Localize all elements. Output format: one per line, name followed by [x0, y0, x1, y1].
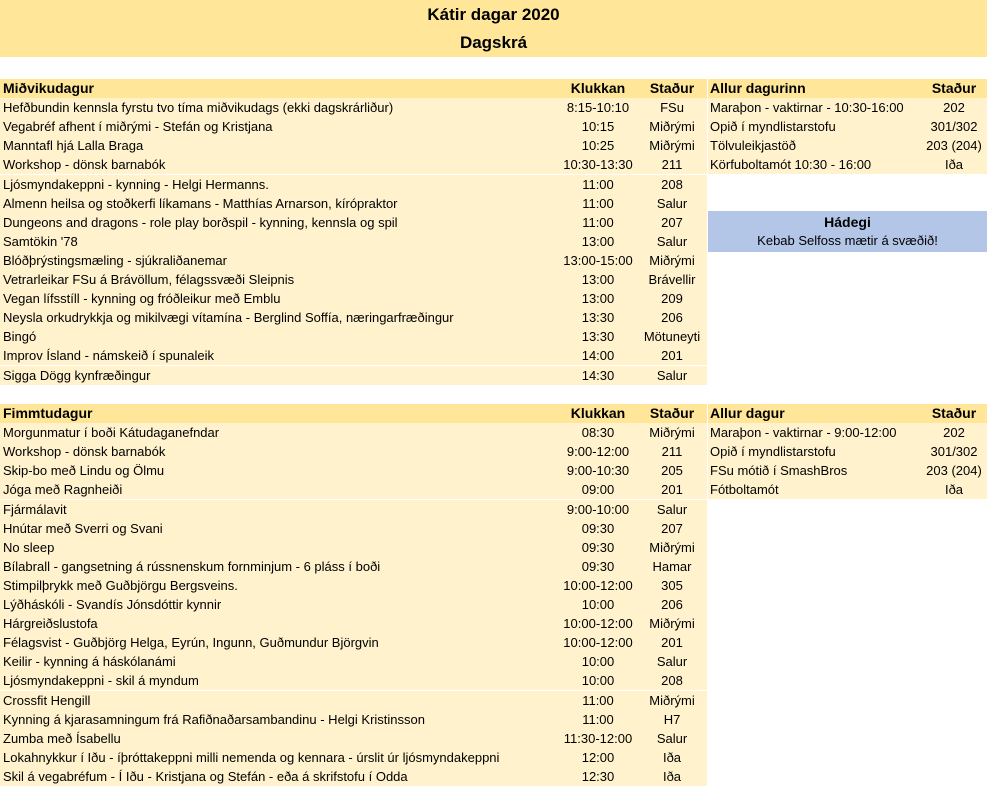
header-day-label: Miðvikudagur [3, 80, 95, 96]
allday-row [708, 423, 987, 442]
event-time: 11:00 [582, 214, 614, 230]
event-time: 11:00 [582, 711, 614, 727]
allday-row [708, 136, 987, 155]
schedule-row [0, 98, 707, 117]
event-place: 305 [661, 577, 683, 593]
allday-event-place: Iða [944, 482, 964, 498]
schedule-header [0, 404, 707, 423]
event-time: 9:00-10:00 [566, 501, 630, 517]
allday-event-name: Fótboltamót [710, 482, 779, 498]
event-time: 13:00 [581, 272, 615, 287]
event-place: Miðrými [649, 425, 695, 441]
event-name: Lokahnykkur í Iðu - íþróttakeppni milli nemenda og kennara - úrslit úr ljósmyndakeppni [3, 749, 500, 765]
event-place: 206 [661, 597, 683, 612]
schedule-row [0, 710, 707, 729]
event-time: 11:30-12:00 [563, 730, 633, 746]
schedule-row [0, 538, 707, 557]
event-place: Mötuneyti [643, 329, 701, 345]
event-place: 201 [661, 348, 683, 364]
event-name: Blóðþrýstingsmæling - sjúkraliðanemar [3, 252, 227, 268]
allday-row [708, 155, 987, 174]
header-day-label: Fimmtudagur [3, 405, 93, 421]
header-place-label: Staður [649, 80, 695, 96]
schedule-row [0, 671, 707, 690]
event-name: Neysla orkudrykkja og mikilvægi vítamína - Berglind Soffía, næringarfræðingur [3, 310, 454, 326]
event-place: Iða [662, 749, 682, 765]
event-place: 207 [661, 214, 683, 230]
event-name: Hefðbundin kennsla fyrstu tvo tíma miðvikudags (ekki dagskrárliður) [3, 100, 394, 116]
event-name: Stimpilþrykk með Guðbjörgu Bergsveins. [3, 577, 238, 593]
event-place: 205 [661, 463, 683, 479]
event-place: Salur [656, 730, 688, 746]
schedule-row [0, 289, 707, 308]
lunch-text: Kebab Selfoss mætir á svæðið! [757, 233, 938, 248]
allday-event-place: Iða [944, 157, 964, 173]
schedule-row [0, 519, 707, 538]
event-time: 09:30 [581, 558, 615, 574]
event-time: 9:00-10:30 [566, 463, 630, 479]
event-time: 09:30 [581, 539, 615, 555]
allday-event-place: 202 [943, 425, 965, 441]
event-name: Bílabrall - gangsetning á rússnenskum fornminjum - 6 pláss í boði [3, 558, 381, 574]
event-name: No sleep [3, 539, 55, 555]
event-name: Sigga Dögg kynfræðingur [3, 367, 151, 383]
event-name: Morgunmatur í boði Kátudaganefndar [3, 425, 220, 441]
event-name: Félagsvist - Guðbjörg Helga, Eyrún, Ingunn, Guðmundur Björgvin [3, 635, 379, 651]
event-name: Skip-bo með Lindu og Ölmu [3, 463, 165, 479]
allday-event-name: Körfuboltamót 10:30 - 16:00 [710, 157, 872, 173]
allday-header-place: Staður [931, 405, 977, 421]
schedule-row [0, 270, 707, 289]
schedule-row [0, 136, 707, 155]
event-name: Skil á vegabréfum - Í Iðu - Kristjana og Stefán - eða á skrifstofu í Odda [3, 768, 408, 784]
allday-header-place: Staður [931, 80, 977, 96]
event-name: Ljósmyndakeppni - kynning - Helgi Hermanns. [3, 176, 269, 192]
page-title: Kátir dagar 2020 [427, 5, 560, 24]
event-time: 13:00 [581, 233, 615, 249]
event-place: Miðrými [649, 616, 695, 632]
event-name: Vetrarleikar FSu á Brávöllum, félagssvæði Sleipnis [3, 272, 295, 287]
event-time: 9:00-12:00 [566, 444, 630, 460]
event-time: 13:30 [581, 329, 615, 345]
event-place: Miðrými [649, 539, 695, 555]
event-place: FSu [660, 100, 684, 116]
event-name: Fjármálavit [3, 501, 67, 517]
schedule-header [0, 79, 707, 98]
schedule-row [0, 614, 707, 633]
event-name: Ljósmyndakeppni - skil á myndum [3, 673, 199, 689]
allday-event-place: 202 [943, 100, 965, 116]
allday-event-name: FSu mótið í SmashBros [710, 463, 848, 479]
event-name: Crossfit Hengill [3, 692, 91, 708]
event-name: Bingó [3, 329, 37, 345]
event-time: 13:00-15:00 [563, 252, 633, 268]
event-place: Salur [656, 233, 688, 249]
event-time: 13:00 [581, 291, 615, 307]
allday-event-place: 203 (204) [926, 138, 982, 154]
allday-event-name: Maraþon - vaktirnar - 9:00-12:00 [710, 425, 897, 441]
event-time: 11:00 [582, 195, 614, 211]
event-place: 208 [661, 673, 683, 689]
event-place: 206 [661, 310, 683, 326]
event-time: 10:00 [581, 673, 615, 689]
event-time: 8:15-10:10 [566, 100, 630, 116]
event-time: 10:15 [581, 119, 615, 135]
event-place: H7 [663, 711, 681, 727]
event-time: 10:30-13:30 [563, 157, 633, 173]
page-subtitle: Dagskrá [459, 33, 528, 52]
schedule-row [0, 748, 707, 767]
event-name: Jóga með Ragnheiði [3, 482, 123, 498]
schedule-row [0, 327, 707, 346]
event-place: 211 [661, 157, 683, 173]
event-name: Dungeons and dragons - role play borðspil - kynning, kennsla og spil [3, 214, 398, 230]
event-place: Miðrými [649, 252, 695, 268]
event-name: Hárgreiðslustofa [3, 616, 98, 632]
event-place: Salur [656, 654, 688, 670]
event-name: Kynning á kjarasamningum frá Rafiðnaðarsambandinu - Helgi Kristinsson [3, 711, 425, 727]
event-time: 10:00 [581, 597, 615, 612]
schedule-row [0, 442, 707, 461]
schedule-row [0, 691, 707, 710]
schedule-row [0, 366, 707, 385]
event-place: Salur [656, 195, 688, 211]
event-time: 10:00-12:00 [563, 577, 633, 593]
schedule-row [0, 232, 707, 251]
allday-row [708, 98, 987, 117]
event-time: 10:00-12:00 [563, 635, 633, 651]
schedule-row [0, 633, 707, 652]
event-time: 14:30 [581, 367, 615, 383]
event-time: 10:00-12:00 [563, 616, 633, 632]
schedule-row [0, 213, 707, 232]
event-time: 13:30 [581, 310, 615, 326]
event-place: Miðrými [649, 692, 695, 708]
event-place: 209 [661, 291, 683, 307]
schedule-row [0, 557, 707, 576]
schedule-row [0, 194, 707, 213]
allday-event-place: 301/302 [930, 444, 978, 460]
event-place: 208 [661, 176, 683, 192]
event-time: 12:30 [581, 768, 615, 784]
schedule-row [0, 251, 707, 270]
schedule-row [0, 500, 707, 519]
event-place: Salur [656, 367, 688, 383]
schedule-row [0, 423, 707, 442]
event-time: 10:00 [581, 654, 615, 670]
event-place: Hamar [652, 558, 692, 574]
allday-row [708, 442, 987, 461]
event-name: Lýðháskóli - Svandís Jónsdóttir kynnir [3, 597, 222, 612]
event-name: Vegabréf afhent í miðrými - Stefán og Kristjana [3, 119, 273, 135]
schedule-row [0, 595, 707, 614]
event-name: Manntafl hjá Lalla Braga [3, 138, 144, 154]
schedule-row [0, 175, 707, 194]
schedule-row [0, 461, 707, 480]
event-name: Samtökin '78 [3, 233, 78, 249]
schedule-row [0, 346, 707, 365]
event-place: Miðrými [649, 138, 695, 154]
schedule-row [0, 308, 707, 327]
schedule-row [0, 117, 707, 136]
schedule-row [0, 480, 707, 499]
event-name: Keilir - kynning á háskólanámi [3, 654, 176, 670]
event-place: 211 [661, 444, 683, 460]
event-place: Iða [662, 768, 682, 784]
allday-event-name: Opið í myndlistarstofu [710, 119, 836, 135]
event-name: Workshop - dönsk barnabók [3, 444, 166, 460]
event-time: 09:30 [581, 520, 615, 536]
allday-header-label: Allur dagur [710, 405, 785, 421]
allday-event-name: Maraþon - vaktirnar - 10:30-16:00 [710, 100, 904, 116]
event-place: Salur [656, 501, 688, 517]
lunch-title: Hádegi [824, 214, 871, 230]
schedule-row [0, 155, 707, 174]
event-time: 11:00 [582, 692, 614, 708]
allday-event-place: 203 (204) [926, 463, 982, 479]
event-place: Brávellir [648, 272, 696, 287]
event-time: 14:00 [581, 348, 615, 364]
lunch-box [708, 211, 987, 252]
allday-event-place: 301/302 [930, 119, 978, 135]
event-place: 201 [661, 482, 683, 498]
allday-row [708, 461, 987, 480]
title-band [0, 0, 987, 57]
event-name: Zumba með Ísabellu [3, 730, 121, 746]
schedule-row [0, 576, 707, 595]
event-name: Hnútar með Sverri og Svani [3, 520, 163, 536]
allday-header [708, 404, 987, 423]
allday-row [708, 480, 987, 499]
allday-event-name: Tölvuleikjastöð [710, 138, 796, 154]
schedule-row [0, 652, 707, 671]
header-place-label: Staður [649, 405, 695, 421]
event-place: 201 [661, 635, 683, 651]
header-time-label: Klukkan [570, 405, 626, 421]
event-time: 11:00 [582, 176, 614, 192]
event-name: Almenn heilsa og stoðkerfi líkamans - Matthías Arnarson, kírópraktor [3, 195, 398, 211]
schedule-row [0, 729, 707, 748]
event-time: 12:00 [581, 749, 615, 765]
event-place: 207 [661, 520, 683, 536]
allday-row [708, 117, 987, 136]
header-time-label: Klukkan [570, 80, 626, 96]
event-place: Miðrými [649, 119, 695, 135]
event-name: Workshop - dönsk barnabók [3, 157, 166, 173]
allday-event-name: Opið í myndlistarstofu [710, 444, 836, 460]
event-time: 08:30 [581, 425, 615, 441]
allday-header-label: Allur dagurinn [710, 80, 806, 96]
allday-header [708, 79, 987, 98]
event-name: Vegan lífsstíll - kynning og fróðleikur með Emblu [3, 291, 281, 307]
event-time: 09:00 [581, 482, 615, 498]
schedule-row [0, 767, 707, 786]
event-time: 10:25 [581, 138, 615, 154]
event-name: Improv Ísland - námskeið í spunaleik [3, 348, 214, 364]
